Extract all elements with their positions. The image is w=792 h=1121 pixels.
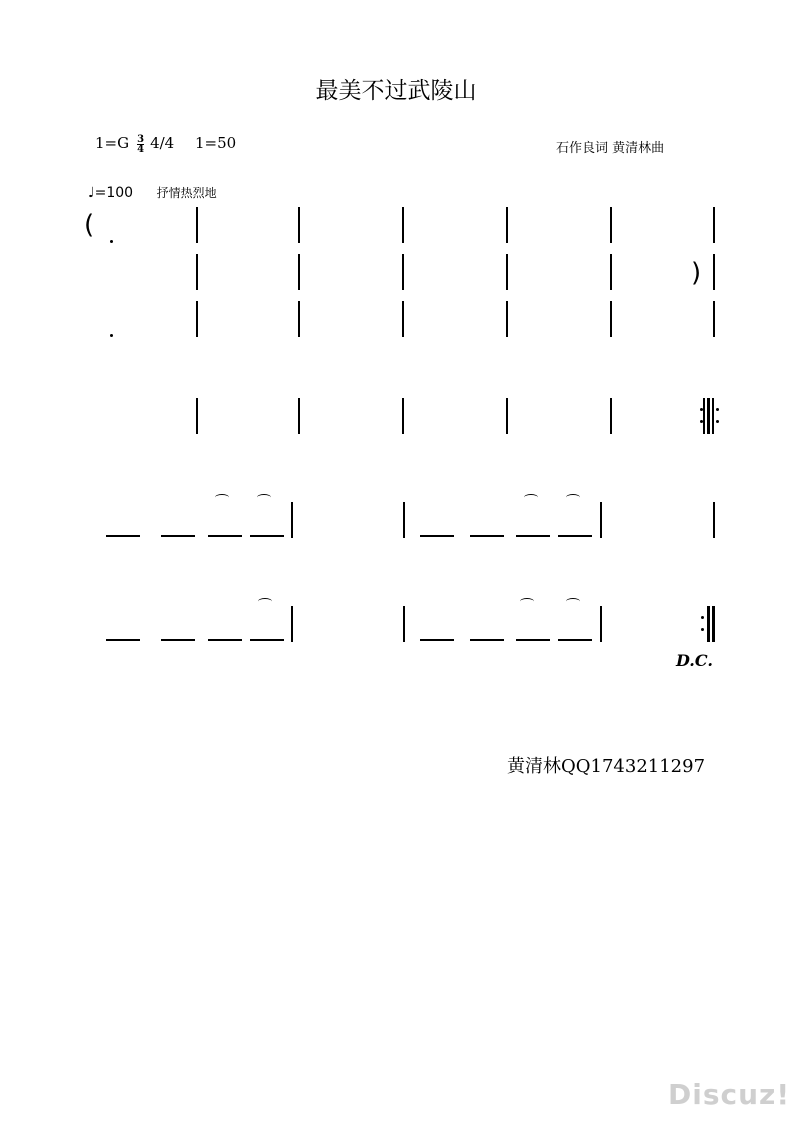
- final-repeat-bar-thin: [712, 606, 714, 642]
- bar-line: [298, 301, 300, 337]
- tempo-marking: [88, 184, 217, 201]
- eighth-underline: [558, 535, 592, 537]
- tempo-value: ♩=100: [88, 185, 134, 201]
- lower-octave-dot: [110, 240, 113, 243]
- key-label: 1=G: [95, 134, 130, 152]
- bar-line: [713, 301, 715, 337]
- bar-line: [713, 502, 715, 538]
- bar-line: [610, 254, 612, 290]
- eighth-underline: [161, 639, 195, 641]
- tempo-map: 1=50: [195, 134, 237, 152]
- bar-line: [298, 254, 300, 290]
- slur: [257, 494, 271, 501]
- repeat-dot: [701, 628, 704, 631]
- bar-line: [403, 606, 405, 642]
- time-signature-alt: 4/4: [150, 134, 175, 152]
- footer-contact: 黄清林QQ1743211297: [507, 756, 706, 777]
- expression-mark: 抒情热烈地: [156, 186, 217, 200]
- eighth-underline: [250, 639, 284, 641]
- bar-line: [506, 398, 508, 434]
- slur: [566, 494, 580, 501]
- repeat-bar-thin: [712, 398, 714, 434]
- bar-line: [402, 207, 404, 243]
- bar-line: [402, 301, 404, 337]
- bar-line: [196, 207, 198, 243]
- slur: [566, 598, 580, 605]
- bar-line: [610, 398, 612, 434]
- bar-line: [600, 502, 602, 538]
- bar-line: [291, 606, 293, 642]
- time-signature: $\frac{3}{4}$: [137, 133, 145, 155]
- open-paren: (: [84, 210, 95, 240]
- eighth-underline: [558, 639, 592, 641]
- bar-line: [610, 207, 612, 243]
- repeat-dot: [700, 408, 703, 411]
- eighth-underline: [106, 535, 140, 537]
- repeat-dot: [716, 408, 719, 411]
- eighth-underline: [208, 639, 242, 641]
- close-paren: ): [691, 258, 702, 288]
- bar-line: [402, 254, 404, 290]
- bar-line: [298, 207, 300, 243]
- bar-line: [506, 301, 508, 337]
- eighth-underline: [250, 535, 284, 537]
- eighth-underline: [161, 535, 195, 537]
- bar-line: [403, 502, 405, 538]
- eighth-underline: [420, 535, 454, 537]
- eighth-underline: [106, 639, 140, 641]
- repeat-dot: [701, 616, 704, 619]
- lower-octave-dot: [110, 334, 113, 337]
- bar-line: [196, 301, 198, 337]
- bar-line: [506, 207, 508, 243]
- final-repeat-bar: [707, 606, 710, 642]
- discuz-watermark: Discuz!: [668, 1078, 791, 1111]
- eighth-underline: [470, 639, 504, 641]
- bar-line: [196, 398, 198, 434]
- bar-line: [600, 606, 602, 642]
- repeat-bar: [707, 398, 710, 434]
- bar-line: [298, 398, 300, 434]
- bar-line: [291, 502, 293, 538]
- eighth-underline: [516, 639, 550, 641]
- eighth-underline: [208, 535, 242, 537]
- eighth-underline: [420, 639, 454, 641]
- song-title: 最美不过武陵山: [315, 78, 477, 104]
- slur: [524, 494, 538, 501]
- dc-marking: D.C.: [676, 651, 713, 670]
- bar-line: [506, 254, 508, 290]
- credits: 石作良词 黄清林曲: [556, 141, 665, 156]
- eighth-underline: [470, 535, 504, 537]
- bar-line: [402, 398, 404, 434]
- bar-line: [196, 254, 198, 290]
- slur: [258, 598, 272, 605]
- key-signature: [95, 134, 236, 154]
- eighth-underline: [516, 535, 550, 537]
- bar-line: [713, 207, 715, 243]
- bar-line: [703, 398, 705, 434]
- bar-line: [610, 301, 612, 337]
- repeat-dot: [716, 420, 719, 423]
- slur: [520, 598, 534, 605]
- bar-line: [713, 254, 715, 290]
- repeat-dot: [700, 420, 703, 423]
- slur: [215, 494, 229, 501]
